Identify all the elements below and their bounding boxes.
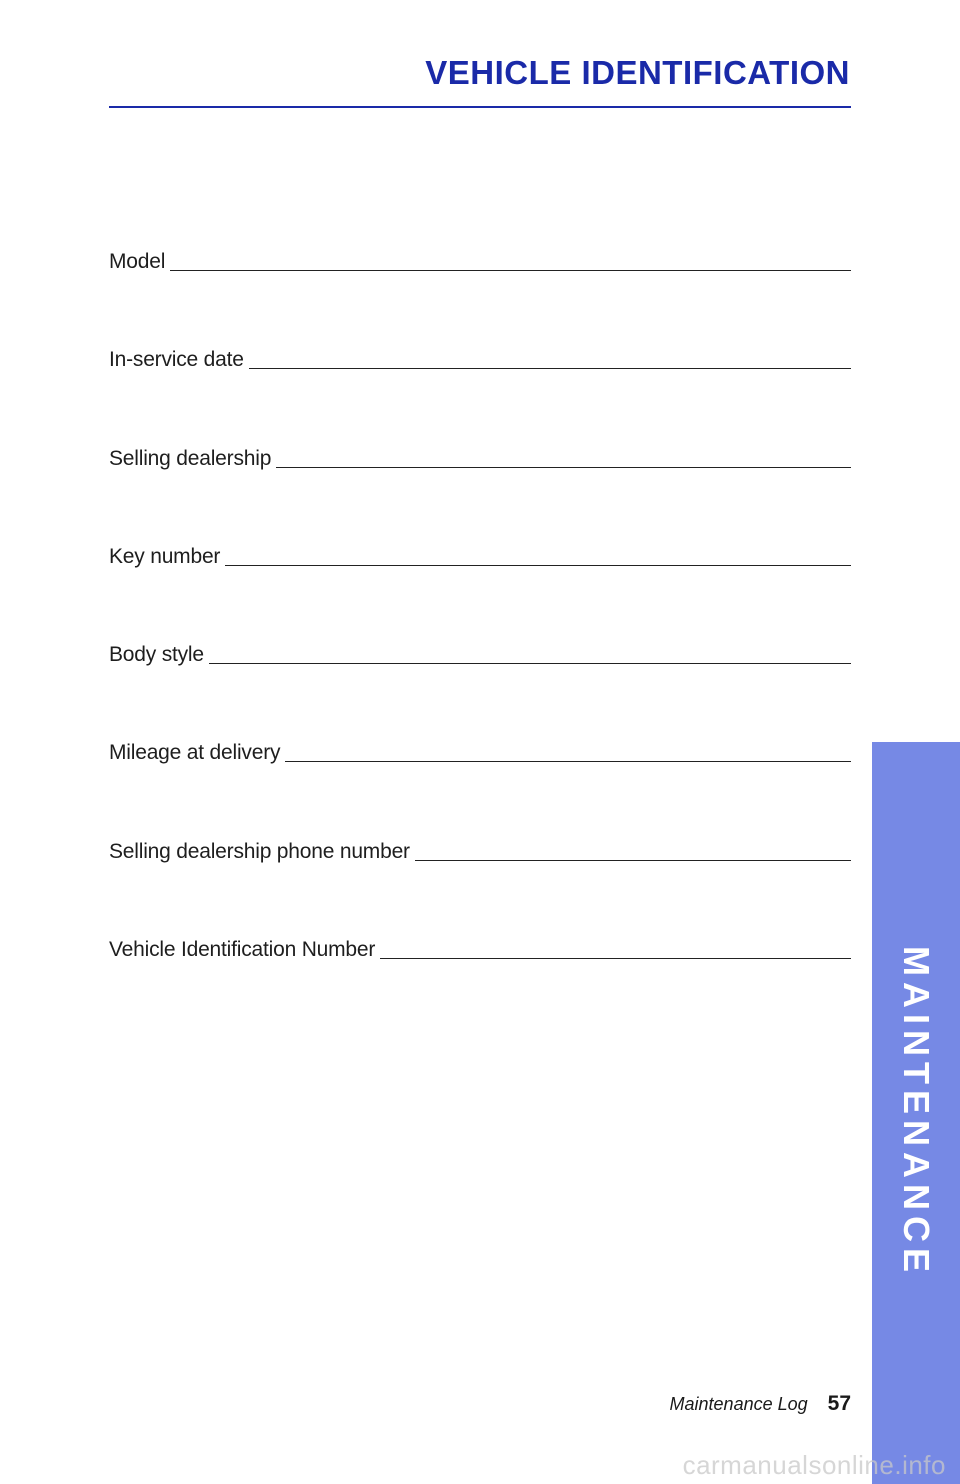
watermark: carmanualsonline.info (682, 1450, 946, 1480)
field-label: Key number (109, 544, 221, 568)
field-model (109, 244, 851, 274)
blank-line (249, 368, 851, 369)
field-label: Model (109, 250, 166, 273)
blank-line (170, 270, 851, 271)
field-key-number (109, 539, 851, 569)
blank-line (225, 565, 851, 566)
field-label: Vehicle Identification Number (109, 938, 376, 962)
blank-line (276, 467, 851, 468)
field-label: Mileage at delivery (109, 741, 281, 765)
field-selling-dealership (109, 441, 851, 471)
field-mileage-at-delivery (109, 735, 851, 765)
field-vin (109, 932, 851, 962)
field-label: Selling dealership phone number (109, 839, 410, 863)
field-body-style (109, 637, 851, 667)
side-tab-label: MAINTENANCE (896, 946, 937, 1278)
field-dealership-phone (109, 834, 851, 864)
field-in-service-date (109, 342, 851, 372)
section-side-tab (872, 742, 960, 1484)
page-number: 57 (827, 1392, 851, 1415)
blank-line (380, 958, 851, 959)
field-label: In-service date (109, 348, 244, 372)
blank-line (285, 761, 851, 762)
title-divider (109, 106, 851, 108)
blank-line (415, 860, 851, 861)
field-label: Selling dealership (109, 446, 272, 470)
footer-section-name: Maintenance Log (669, 1394, 808, 1414)
page-title: VEHICLE IDENTIFICATION (425, 54, 850, 91)
vehicle-id-form (109, 244, 851, 1030)
field-label: Body style (109, 643, 204, 667)
page-footer (670, 1392, 851, 1416)
blank-line (209, 663, 851, 664)
